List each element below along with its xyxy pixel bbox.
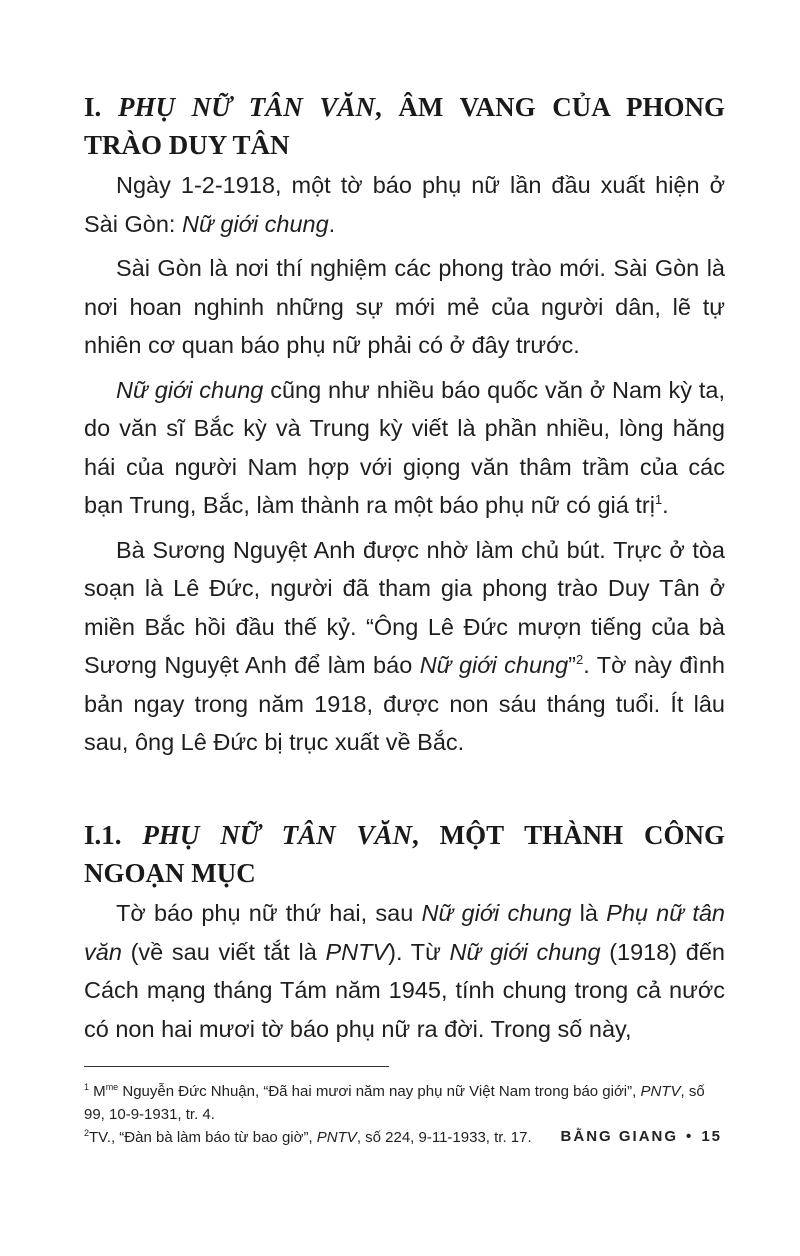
paragraph (84, 531, 725, 762)
text: , số 224, 9-11-1933, tr. 17. (356, 1129, 532, 1146)
italic-text: Nữ giới chung (449, 938, 601, 965)
footer-separator: • (686, 1128, 694, 1145)
text: là (571, 900, 607, 926)
heading-number: I.1. (84, 820, 143, 850)
text: , số 99, 10-9-1931, tr. 4. (84, 1083, 705, 1123)
italic-text: PNTV (640, 1083, 681, 1100)
heading-rest: , ÂM VANG CỦA PHONG TRÀO DUY TÂN (84, 92, 725, 160)
page-number: 15 (701, 1128, 722, 1145)
italic-text: PNTV (325, 938, 389, 965)
text: . (662, 492, 669, 518)
footnote-number: 1 (84, 1082, 90, 1092)
italic-text: Nữ giới chung (181, 210, 329, 237)
italic-text: Nữ giới chung (116, 376, 264, 403)
text: (1918) đến Cách mạng tháng Tám năm 1945, tính chung trong cả nước có non hai mươi tờ báo phụ nữ ra đời. Trong số này, (84, 938, 726, 1042)
section-2 (84, 816, 725, 1048)
italic-text: Nữ giới chung (419, 652, 569, 678)
section-1-heading (84, 88, 725, 164)
paragraph (84, 894, 725, 1048)
text: TV., “Đàn bà làm báo từ bao giờ”, (89, 1129, 317, 1146)
italic-text: Phụ nữ tân văn (84, 900, 726, 965)
page-footer (561, 1128, 722, 1145)
paragraph (84, 166, 725, 243)
paragraph (84, 371, 725, 525)
text: cũng như nhiều báo quốc văn ở Nam kỳ ta, do văn sĩ Bắc kỳ và Trung kỳ viết là phần nhiều, lòng hăng hái của người Nam hợp với giọng văn thâm trầm của các bạn Trung, Bắc, làm thành ra một báo phụ nữ có giá trị (84, 376, 725, 518)
heading-rest: , MỘT THÀNH CÔNG NGOẠN MỤC (84, 820, 725, 888)
text: M (89, 1083, 106, 1100)
text: Tờ báo phụ nữ thứ hai, sau (116, 900, 422, 926)
text: Nguyễn Đức Nhuận, “Đã hai mươi năm nay phụ nữ Việt Nam trong báo giới”, (118, 1083, 641, 1100)
footer-author: BẰNG GIANG (560, 1128, 679, 1145)
footnote-divider (84, 1066, 389, 1067)
text: . Tờ này đình bản ngay trong năm 1918, được non sáu tháng tuổi. Ít lâu sau, ông Lê Đức bị trục xuất về Bắc. (84, 652, 726, 755)
heading-italic: PHỤ NỮ TÂN VĂN (142, 820, 413, 850)
heading-italic: PHỤ NỮ TÂN VĂN (117, 92, 375, 122)
footnote-number: 2 (84, 1128, 90, 1138)
superscript: me (105, 1082, 119, 1092)
footnote-ref[interactable]: 1 (654, 492, 663, 508)
section-2-heading (84, 816, 725, 892)
text: Ngày 1-2-1918, một tờ báo phụ nữ lần đầu xuất hiện ở Sài Gòn: (84, 172, 725, 237)
text: Bà Sương Nguyệt Anh được nhờ làm chủ bút. Trực ở tòa soạn là Lê Đức, người đã tham gia phong trào Duy Tân ở miền Bắc hồi đầu thế kỷ. “Ông Lê Đức mượn tiếng của bà Sương Nguyệt Anh để làm báo (84, 536, 725, 678)
text: (về sau viết tắt là (121, 938, 326, 965)
italic-text: Nữ giới chung (421, 900, 572, 926)
text: ” (568, 652, 576, 678)
paragraph: Sài Gòn là nơi thí nghiệm các phong trào mới. Sài Gòn là nơi hoan nghinh những sự mới mẻ của người dân, lẽ tự nhiên cơ quan báo phụ nữ phải có ở đây trước. (84, 255, 725, 358)
section-1 (84, 88, 725, 762)
footnote-ref[interactable]: 2 (576, 652, 584, 668)
footnote-1 (84, 1080, 725, 1126)
text: ). Từ (388, 938, 450, 965)
text: . (328, 210, 336, 237)
heading-number: I. (84, 92, 118, 122)
italic-text: PNTV (316, 1129, 357, 1146)
